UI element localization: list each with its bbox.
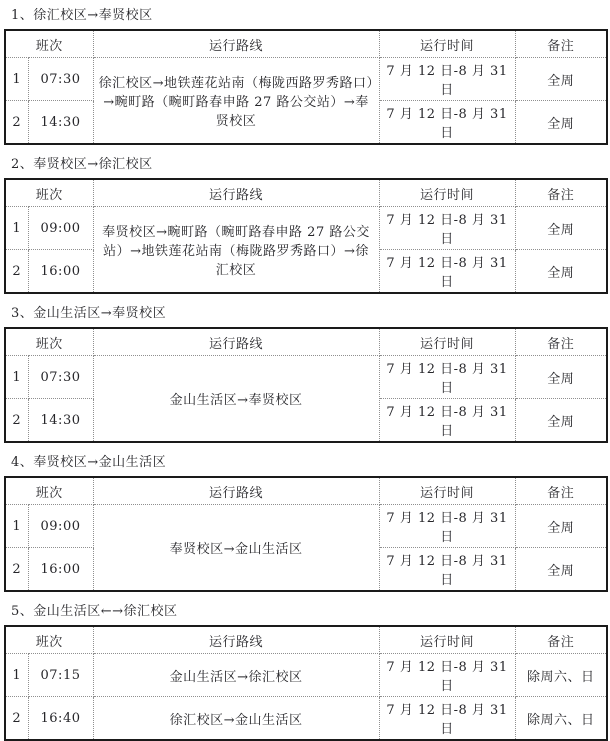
note-cell: 全周: [515, 58, 607, 101]
col-header-note: 备注: [515, 30, 607, 58]
col-header-note: 备注: [515, 477, 607, 505]
col-header-route: 运行路线: [93, 179, 379, 207]
note-cell: 全周: [515, 250, 607, 294]
section-title: 1、徐汇校区→奉贤校区: [11, 8, 153, 23]
schedule-section-2: [4, 155, 606, 294]
col-header-note: 备注: [515, 328, 607, 356]
header-row: [5, 477, 607, 505]
row-number-cell: 2: [5, 548, 28, 592]
route-cell: 奉贤校区→金山生活区: [93, 505, 379, 592]
departure-time-cell: 14:30: [28, 101, 93, 145]
period-cell: 7 月 12 日-8 月 31 日: [379, 505, 515, 548]
row-number-cell: 2: [5, 101, 28, 145]
period-cell: 7 月 12 日-8 月 31 日: [379, 697, 515, 741]
period-cell: 7 月 12 日-8 月 31 日: [379, 654, 515, 697]
row-number-cell: 1: [5, 58, 28, 101]
col-header-shift: 班次: [5, 179, 93, 207]
period-cell: 7 月 12 日-8 月 31 日: [379, 356, 515, 399]
route-cell: 奉贤校区→畹町路（畹町路春申路 27 路公交站）→地铁莲花站南（梅陇路罗秀路口）→徐汇校区: [93, 207, 379, 294]
shuttle-table-1: [4, 29, 608, 145]
departure-time-cell: 09:00: [28, 207, 93, 250]
schedule-section-1: [4, 6, 606, 145]
shuttle-table-3: [4, 327, 608, 443]
shuttle-table-5: [4, 625, 608, 741]
departure-time-cell: 16:00: [28, 250, 93, 294]
note-cell: 全周: [515, 399, 607, 443]
row-number-cell: 1: [5, 654, 28, 697]
note-cell: 全周: [515, 356, 607, 399]
period-cell: 7 月 12 日-8 月 31 日: [379, 399, 515, 443]
period-cell: 7 月 12 日-8 月 31 日: [379, 207, 515, 250]
col-header-time: 运行时间: [379, 477, 515, 505]
section-title: 2、奉贤校区→徐汇校区: [11, 157, 153, 172]
col-header-shift: 班次: [5, 30, 93, 58]
table-row: [5, 505, 607, 548]
col-header-note: 备注: [515, 179, 607, 207]
col-header-note: 备注: [515, 626, 607, 654]
period-cell: 7 月 12 日-8 月 31 日: [379, 548, 515, 592]
schedule-section-4: [4, 453, 606, 592]
section-title: 3、金山生活区→奉贤校区: [11, 306, 167, 321]
note-cell: 全周: [515, 505, 607, 548]
row-number-cell: 2: [5, 250, 28, 294]
row-number-cell: 1: [5, 207, 28, 250]
departure-time-cell: 07:30: [28, 356, 93, 399]
note-cell: 除周六、日: [515, 654, 607, 697]
route-cell: 金山生活区→徐汇校区: [93, 654, 379, 697]
col-header-shift: 班次: [5, 477, 93, 505]
section-title: 4、奉贤校区→金山生活区: [11, 455, 167, 470]
period-cell: 7 月 12 日-8 月 31 日: [379, 58, 515, 101]
departure-time-cell: 07:30: [28, 58, 93, 101]
shuttle-table-2: [4, 178, 608, 294]
col-header-time: 运行时间: [379, 328, 515, 356]
schedule-section-5: [4, 602, 606, 741]
col-header-route: 运行路线: [93, 477, 379, 505]
table-row: [5, 58, 607, 101]
col-header-time: 运行时间: [379, 626, 515, 654]
col-header-shift: 班次: [5, 328, 93, 356]
route-cell: 金山生活区→奉贤校区: [93, 356, 379, 443]
header-row: [5, 179, 607, 207]
departure-time-cell: 07:15: [28, 654, 93, 697]
header-row: [5, 626, 607, 654]
route-cell: 徐汇校区→金山生活区: [93, 697, 379, 741]
departure-time-cell: 16:40: [28, 697, 93, 741]
header-row: [5, 30, 607, 58]
row-number-cell: 1: [5, 505, 28, 548]
row-number-cell: 2: [5, 399, 28, 443]
section-title: 5、金山生活区←→徐汇校区: [11, 604, 178, 619]
route-cell: 徐汇校区→地铁莲花站南（梅陇西路罗秀路口）→畹町路（畹町路春申路 27 路公交站）→奉贤校区: [93, 58, 379, 145]
note-cell: 全周: [515, 548, 607, 592]
departure-time-cell: 14:30: [28, 399, 93, 443]
schedule-section-3: [4, 304, 606, 443]
note-cell: 除周六、日: [515, 697, 607, 741]
table-row: [5, 697, 607, 741]
col-header-route: 运行路线: [93, 30, 379, 58]
col-header-time: 运行时间: [379, 30, 515, 58]
row-number-cell: 1: [5, 356, 28, 399]
departure-time-cell: 09:00: [28, 505, 93, 548]
shuttle-table-4: [4, 476, 608, 592]
col-header-shift: 班次: [5, 626, 93, 654]
row-number-cell: 2: [5, 697, 28, 741]
col-header-time: 运行时间: [379, 179, 515, 207]
header-row: [5, 328, 607, 356]
table-row: [5, 654, 607, 697]
table-row: [5, 356, 607, 399]
col-header-route: 运行路线: [93, 626, 379, 654]
period-cell: 7 月 12 日-8 月 31 日: [379, 250, 515, 294]
table-row: [5, 207, 607, 250]
note-cell: 全周: [515, 207, 607, 250]
departure-time-cell: 16:00: [28, 548, 93, 592]
col-header-route: 运行路线: [93, 328, 379, 356]
period-cell: 7 月 12 日-8 月 31 日: [379, 101, 515, 145]
note-cell: 全周: [515, 101, 607, 145]
